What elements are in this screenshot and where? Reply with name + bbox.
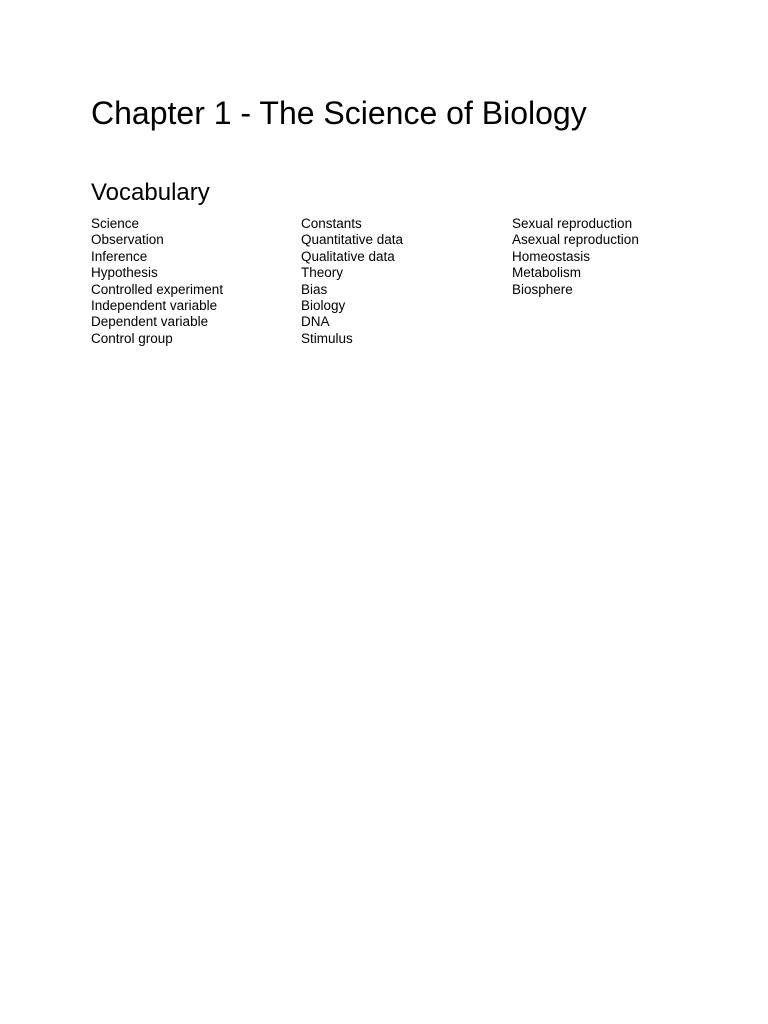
vocab-term: Bias [301,281,328,297]
vocab-term: Observation [91,232,164,248]
page-title: Chapter 1 - The Science of Biology [91,95,587,131]
vocab-term: Biosphere [512,281,573,297]
vocab-term: Dependent variable [91,314,209,330]
vocabulary-column-1 [91,216,223,347]
vocab-term: Homeostasis [512,248,591,264]
vocabulary-list [91,216,691,356]
vocab-term: Sexual reproduction [512,216,633,231]
vocab-term: Quantitative data [301,232,404,248]
section-heading-vocabulary: Vocabulary [91,179,210,206]
vocab-term: Stimulus [301,330,353,346]
vocab-term: Constants [301,216,362,231]
vocabulary-column-3 [512,216,639,298]
vocab-term: Independent variable [91,298,218,314]
vocab-term: Controlled experiment [91,281,224,297]
vocab-term: Theory [301,265,344,281]
vocab-term: Qualitative data [301,248,395,264]
vocab-term: Asexual reproduction [512,232,639,248]
vocab-term: DNA [301,314,330,330]
vocab-term: Metabolism [512,265,582,281]
vocab-term: Inference [91,248,148,264]
vocab-term: Science [91,216,140,231]
vocab-term: Control group [91,330,173,346]
vocab-term: Hypothesis [91,265,158,281]
vocab-term: Biology [301,298,346,314]
vocabulary-column-2 [301,216,403,347]
